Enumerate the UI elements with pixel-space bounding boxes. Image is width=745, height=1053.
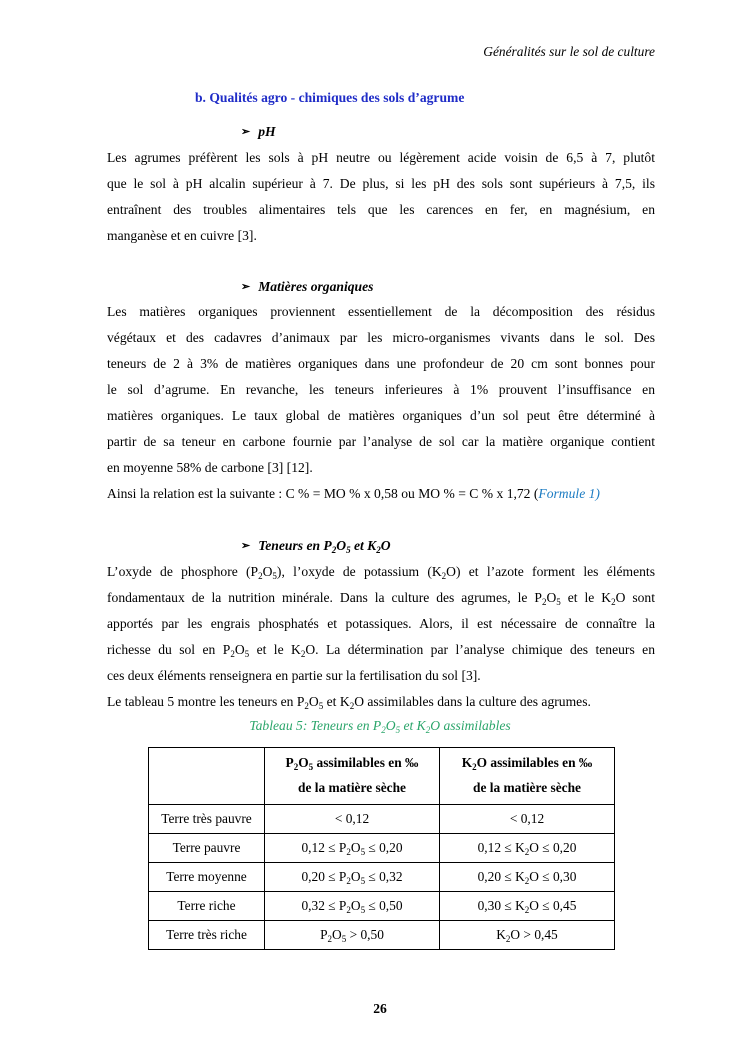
heading-sub: 5 <box>346 545 351 555</box>
table-header-row <box>149 748 615 805</box>
heading-part: Teneurs en P <box>258 538 332 553</box>
table-row <box>149 892 615 921</box>
heading-part: O <box>380 538 391 553</box>
header-k2o: $K_2O$ assimilables en ‰ de la matière sèche <box>440 748 615 805</box>
text-line: L’oxyde de phosphore $(P_2O_5)$, l’oxyde de potassium $(K_2O)$ et l’azote forment les éléments <box>107 564 655 581</box>
text-line: que le sol à pH alcalin supérieur à 7. De plus, si les pH des sols sont supérieurs à 7,5, ils <box>107 176 655 191</box>
row-label: Terre riche <box>149 892 265 921</box>
text-line: richesse du sol en $P_2O_5$ et le $K_2O$. La détermination par l’analyse chimique des teneurs en <box>107 642 655 659</box>
k2o-cell: $0,30 \le K_2O \le 0,45$ <box>440 892 615 921</box>
row-label: Terre très riche <box>149 921 265 950</box>
header-p2o5: $P_2O_5$ assimilables en ‰ de la matière sèche <box>265 748 440 805</box>
k2o-cell: $0,20 \le K_2O \le 0,30$ <box>440 863 615 892</box>
table-row <box>149 834 615 863</box>
heading-part: et K <box>350 538 377 553</box>
organic-paragraph <box>107 299 655 507</box>
text-line: teneurs de 2 à 3% de matières organiques dans une profondeur de 20 cm sont bonnes pour <box>107 356 655 371</box>
text-line: Les agrumes préfèrent les sols à pH neutre ou légèrement acide voisin de 6,5 à 7, plutôt <box>107 150 655 165</box>
table-caption: Tableau 5: Teneurs en $P_2O_5$ et $K_2O$ assimilables <box>249 718 511 735</box>
running-header: Généralités sur le sol de culture <box>483 44 655 59</box>
text-line: en moyenne 58% de carbone [3] [12]. <box>107 460 313 475</box>
arrow-bullet-icon: ➢ <box>241 281 251 293</box>
arrow-bullet-icon: ➢ <box>241 540 251 552</box>
text-line: ces deux éléments renseignera en partie sur la fertilisation du sol [3]. <box>107 668 481 683</box>
p2o5-cell: < 0,12 <box>265 805 440 834</box>
section-title: b. Qualités agro - chimiques des sols d’agrume <box>195 90 465 105</box>
p2o5-cell: $0,32 \le P_2O_5 \le 0,50$ <box>265 892 440 921</box>
row-label: Terre très pauvre <box>149 805 265 834</box>
header-empty-cell <box>149 748 265 805</box>
text-line: matières organiques. Le taux global de matières organiques d’un sol peut être déterminé à <box>107 408 655 423</box>
text-line: fondamentaux de la nutrition minérale. Dans la culture des agrumes, le $P_2O_5$ et le $K_2O$ sont <box>107 590 655 607</box>
table-row <box>149 863 615 892</box>
text-line: partir de sa teneur en carbone fournie par l’analyse de sol car la matière organique contient <box>107 434 655 449</box>
text-line: entraînent des troubles alimentaires tels que les carences en fer, en magnésium, en <box>107 202 655 217</box>
text-line: Le tableau 5 montre les teneurs en $P_2O_5$ et $K_2O$ assimilables dans la culture des agrumes. <box>107 694 591 711</box>
arrow-bullet-icon: ➢ <box>241 126 251 138</box>
organic-heading-text: Matières organiques <box>258 279 374 294</box>
text-line: apportés par les engrais phosphatés et potassiques. Alors, il est nécessaire de connaître la <box>107 616 655 631</box>
table-row <box>149 805 615 834</box>
page-number: 26 <box>373 1001 387 1016</box>
heading-sub: 2 <box>376 545 381 555</box>
p2o5-cell: $0,20 \le P_2O_5 \le 0,32$ <box>265 863 440 892</box>
text-line: Les matières organiques proviennent essentiellement de la décomposition des résidus <box>107 304 655 319</box>
row-label: Terre moyenne <box>149 863 265 892</box>
heading-part: O <box>336 538 347 553</box>
nutrient-table <box>148 747 615 950</box>
organic-heading <box>241 279 373 295</box>
ph-heading-text: pH <box>258 124 276 139</box>
table-row <box>149 921 615 950</box>
ph-heading <box>241 124 276 140</box>
heading-sub: 2 <box>331 545 337 555</box>
k2o-cell: $K_2O > 0,45$ <box>440 921 615 950</box>
relation-line <box>107 481 655 507</box>
p2o5-cell: $P_2O_5 > 0,50$ <box>265 921 440 950</box>
nutrients-paragraph <box>107 559 655 715</box>
nutrients-heading <box>241 538 391 554</box>
text-line: le sol d’agrume. En revanche, les teneurs inferieures à 1% prouvent l’insuffisance en <box>107 382 655 397</box>
k2o-cell: < 0,12 <box>440 805 615 834</box>
text-line: manganèse et en cuivre [3]. <box>107 228 257 243</box>
formula-reference: Formule 1) <box>538 486 600 501</box>
p2o5-cell: $0,12 \le P_2O_5 \le 0,20$ <box>265 834 440 863</box>
k2o-cell: $0,12 \le K_2O \le 0,20$ <box>440 834 615 863</box>
text-line: végétaux et des cadavres d’animaux par les micro-organismes vivants dans le sol. Des <box>107 330 655 345</box>
ph-paragraph <box>107 145 655 249</box>
row-label: Terre pauvre <box>149 834 265 863</box>
relation-text: Ainsi la relation est la suivante : C % = MO % x 0,58 ou MO % = C % x 1,72 ( <box>107 486 539 501</box>
